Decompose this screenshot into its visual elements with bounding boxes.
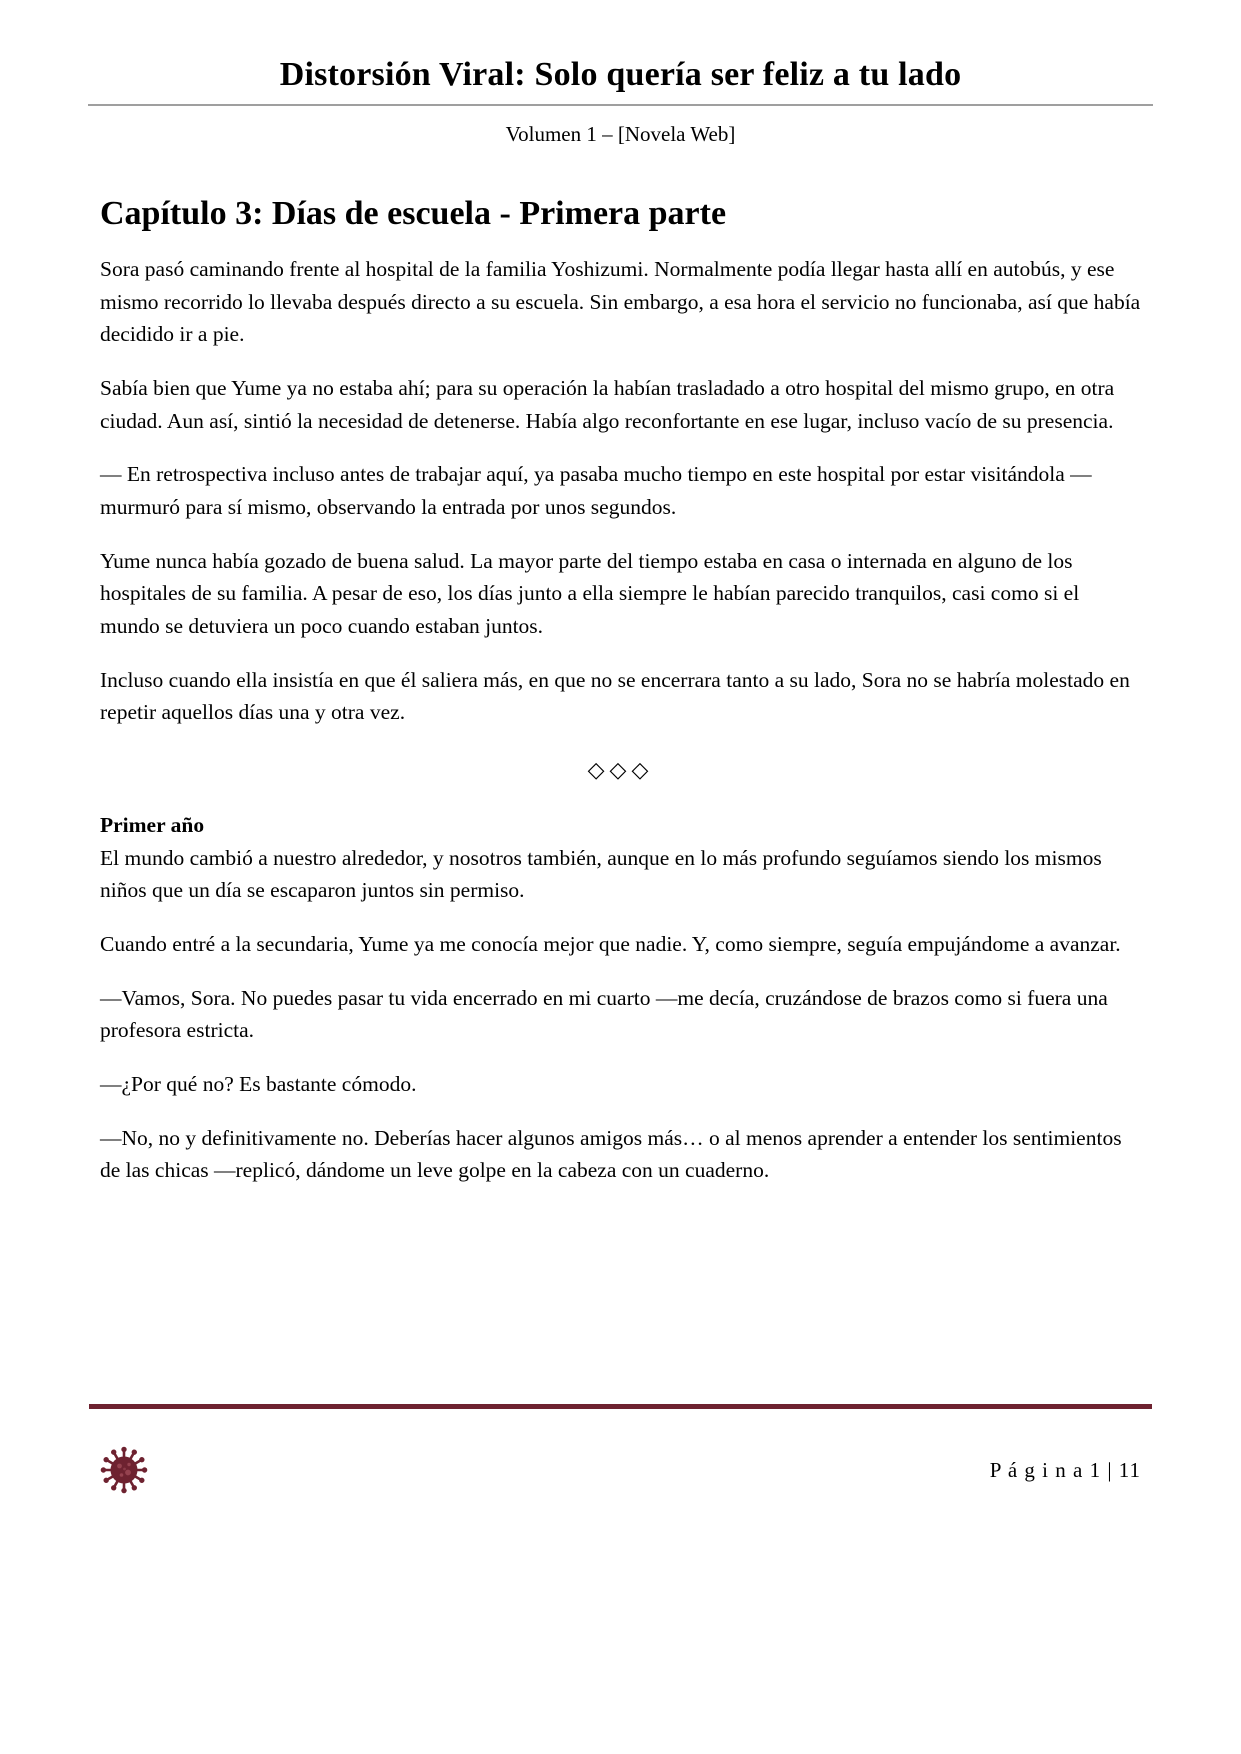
paragraph-1: Sora pasó caminando frente al hospital de la familia Yoshizumi. Normalmente podía llegar hasta allí en autobús, y ese mismo recorrido lo llevaba después directo a su escuela. Sin embargo, a esa hora el servicio no funcionaba, así que había decidido ir a pie.	[100, 257, 1141, 347]
paragraph-3: — En retrospectiva incluso antes de trabajar aquí, ya pasaba mucho tiempo en este hospital por estar visitándola — murmuró para sí mismo, observando la entrada por unos segundos.	[100, 462, 1092, 520]
paragraph-5: Incluso cuando ella insistía en que él saliera más, en que no se encerrara tanto a su lado, Sora no se habría molestado en repetir aquellos días una y otra vez.	[100, 667, 1130, 725]
section-heading: Primer año	[100, 813, 205, 838]
section-text: El mundo cambió a nuestro alrededor, y nosotros también, aunque en lo más profundo seguíamos siendo los mismos niños que un día se escaparon juntos sin permiso.	[100, 845, 1102, 903]
section-block	[100, 809, 1141, 907]
paragraph-4: Yume nunca había gozado de buena salud. La mayor parte del tiempo estaba en casa o internada en alguno de los hospitales de su familia. A pesar de eso, los días junto a ella siempre le habían parecido tranquilos, casi como si el mundo se detuviera un poco cuando estaban juntos.	[100, 548, 1080, 639]
chapter-heading: Capítulo 3: Días de escuela - Primera parte	[100, 195, 727, 232]
page-title: Distorsión Viral: Solo quería ser feliz a tu lado	[279, 56, 962, 93]
paragraph-2: Sabía bien que Yume ya no estaba ahí; para su operación la habían trasladado a otro hospital del mismo grupo, en otra ciudad. Aun así, sintió la necesidad de detenerse. Había algo reconfortante en ese lugar, incluso vacío de su presencia.	[100, 376, 1115, 433]
paragraph-6: Cuando entré a la secundaria, Yume ya me conocía mejor que nadie. Y, como siempre, seguía empujándome a avanzar.	[100, 932, 1121, 957]
paragraph-8: —¿Por qué no? Es bastante cómodo.	[100, 1072, 417, 1097]
volume-subtitle: Volumen 1 – [Novela Web]	[505, 122, 736, 146]
footer-rule	[89, 1404, 1152, 1409]
page-number: P á g i n a 1 | 11	[989, 1457, 1141, 1482]
paragraph-7: —Vamos, Sora. No puedes pasar tu vida encerrado en mi cuarto —me decía, cruzándose de brazos como si fuera una profesora estricta.	[100, 985, 1108, 1043]
scene-break-divider: ◇◇◇	[587, 757, 654, 783]
title-divider-rule	[88, 104, 1153, 106]
page-footer	[100, 1442, 1141, 1498]
paragraph-9: —No, no y definitivamente no. Deberías hacer algunos amigos más… o al menos aprender a entender los sentimientos de las chicas —replicó, dándome un leve golpe en la cabeza con un cuaderno.	[100, 1125, 1122, 1183]
virus-logo-icon	[100, 1446, 148, 1494]
